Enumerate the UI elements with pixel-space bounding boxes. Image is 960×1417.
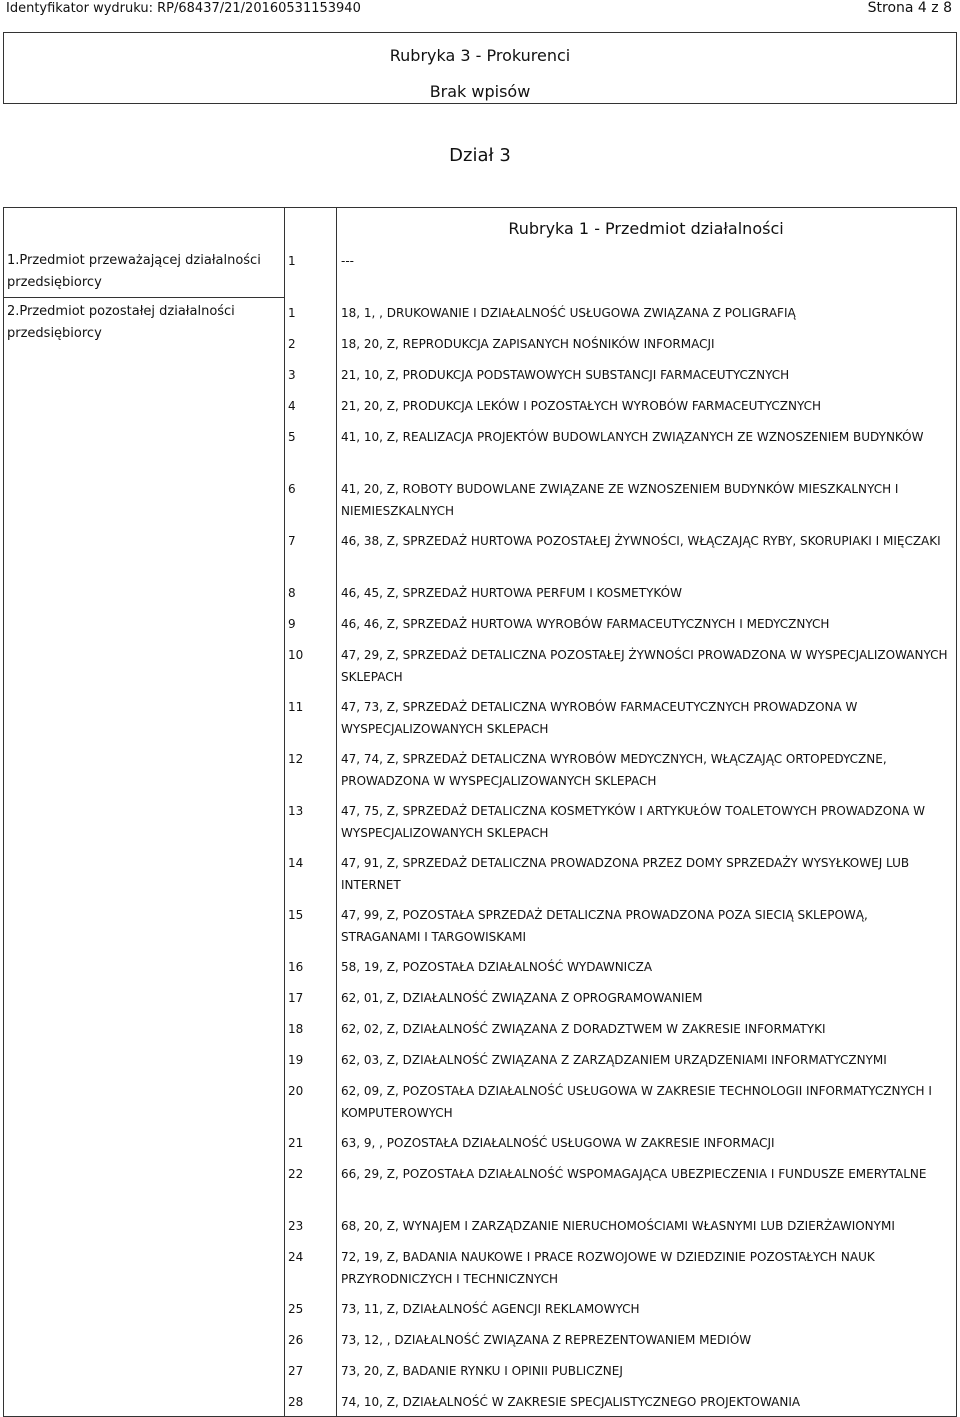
row-number: 26 (288, 1333, 304, 1347)
section-title: Dział 3 (449, 145, 511, 166)
row-text: 47, 73, Z, SPRZEDAŻ DETALICZNA WYROBÓW FARMACEUTYCZNYCH PROWADZONA W WYSPECJALIZOWANYCH SKLEPACH (341, 700, 858, 736)
row-number: 16 (288, 960, 304, 974)
row-text: 58, 19, Z, POZOSTAŁA DZIAŁALNOŚĆ WYDAWNICZA (341, 960, 653, 974)
rubryka-3-box (3, 32, 957, 104)
row-number: 24 (288, 1250, 304, 1264)
row-text: 47, 75, Z, SPRZEDAŻ DETALICZNA KOSMETYKÓW I ARTYKUŁÓW TOALETOWYCH PROWADZONA W WYSPECJALIZOWANYCH SKLEPACH (341, 804, 926, 840)
row-text: 41, 20, Z, ROBOTY BUDOWLANE ZWIĄZANE ZE WZNOSZENIEM BUDYNKÓW MIESZKALNYCH I NIEMIESZKALNYCH (341, 482, 899, 518)
row-number: 27 (288, 1364, 304, 1378)
row-number: 25 (288, 1302, 304, 1316)
row-number: 7 (288, 534, 296, 548)
row-number: 3 (288, 368, 296, 382)
row-text: 73, 12, , DZIAŁALNOŚĆ ZWIĄZANA Z REPREZENTOWANIEM MEDIÓW (341, 1333, 752, 1347)
row-text: 66, 29, Z, POZOSTAŁA DZIAŁALNOŚĆ WSPOMAGAJĄCA UBEZPIECZENIA I FUNDUSZE EMERYTALNE (341, 1167, 927, 1181)
row-text: 62, 03, Z, DZIAŁALNOŚĆ ZWIĄZANA Z ZARZĄDZANIEM URZĄDZENIAMI INFORMATYCZNYMI (341, 1053, 887, 1067)
row-number: 18 (288, 1022, 304, 1036)
row-number: 5 (288, 430, 296, 444)
row-number: 10 (288, 648, 304, 662)
print-header (0, 0, 960, 18)
row-text: 46, 45, Z, SPRZEDAŻ HURTOWA PERFUM I KOSMETYKÓW (341, 586, 682, 600)
column-divider (336, 208, 337, 1416)
row-text: 21, 20, Z, PRODUKCJA LEKÓW I POZOSTAŁYCH WYROBÓW FARMACEUTYCZNYCH (341, 399, 822, 413)
row-number: 22 (288, 1167, 304, 1181)
page-number: Strona 4 z 8 (867, 0, 952, 16)
row-text: 73, 11, Z, DZIAŁALNOŚĆ AGENCJI REKLAMOWYCH (341, 1302, 640, 1316)
column-divider (284, 208, 285, 1416)
rubryka-3-value: Brak wpisów (429, 82, 531, 101)
row-text: 68, 20, Z, WYNAJEM I ZARZĄDZANIE NIERUCHOMOŚCIAMI WŁASNYMI LUB DZIERŻAWIONYMI (341, 1219, 895, 1233)
row-number: 15 (288, 908, 304, 922)
row-divider (4, 297, 284, 298)
row-text: 74, 10, Z, DZIAŁALNOŚĆ W ZAKRESIE SPECJALISTYCZNEGO PROJEKTOWANIA (341, 1395, 801, 1409)
rubryka-1-box (3, 207, 957, 1417)
row-text: 47, 91, Z, SPRZEDAŻ DETALICZNA PROWADZONA PRZEZ DOMY SPRZEDAŻY WYSYŁKOWEJ LUB INTERNET (341, 856, 910, 892)
row-text: 72, 19, Z, BADANIA NAUKOWE I PRACE ROZWOJOWE W DZIEDZINIE POZOSTAŁYCH NAUK PRZYRODNICZYCH I TECHNICZNYCH (341, 1250, 875, 1286)
row-text: 62, 02, Z, DZIAŁALNOŚĆ ZWIĄZANA Z DORADZTWEM W ZAKRESIE INFORMATYKI (341, 1022, 826, 1036)
row-number: 20 (288, 1084, 304, 1098)
row-text: 46, 38, Z, SPRZEDAŻ HURTOWA POZOSTAŁEJ ŻYWNOŚCI, WŁĄCZAJĄC RYBY, SKORUPIAKI I MIĘCZAKI (341, 534, 941, 548)
row-text: 21, 10, Z, PRODUKCJA PODSTAWOWYCH SUBSTANCJI FARMACEUTYCZNYCH (341, 368, 790, 382)
row-number: 1 (288, 254, 296, 268)
row-number: 28 (288, 1395, 304, 1409)
row-number: 19 (288, 1053, 304, 1067)
row-number: 12 (288, 752, 304, 766)
row-text: 18, 1, , DRUKOWANIE I DZIAŁALNOŚĆ USŁUGOWA ZWIĄZANA Z POLIGRAFIĄ (341, 306, 796, 320)
row-number: 6 (288, 482, 296, 496)
row-number: 23 (288, 1219, 304, 1233)
row-number: 11 (288, 700, 304, 714)
row-number: 9 (288, 617, 296, 631)
row-text: 73, 20, Z, BADANIE RYNKU I OPINII PUBLICZNEJ (341, 1364, 623, 1378)
row-text: 46, 46, Z, SPRZEDAŻ HURTOWA WYROBÓW FARMACEUTYCZNYCH I MEDYCZNYCH (341, 617, 830, 631)
row-text: 47, 74, Z, SPRZEDAŻ DETALICZNA WYROBÓW MEDYCZNYCH, WŁĄCZAJĄC ORTOPEDYCZNE, PROWADZONA W WYSPECJALIZOWANYCH SKLEPACH (341, 752, 887, 788)
row-number: 14 (288, 856, 304, 870)
other-activity-label: 2.Przedmiot pozostałej działalności przedsiębiorcy (7, 304, 235, 341)
row-number: 17 (288, 991, 304, 1005)
row-number: 8 (288, 586, 296, 600)
row-text: 18, 20, Z, REPRODUKCJA ZAPISANYCH NOŚNIKÓW INFORMACJI (341, 337, 715, 351)
row-number: 4 (288, 399, 296, 413)
row-number: 1 (288, 306, 296, 320)
row-text: 62, 09, Z, POZOSTAŁA DZIAŁALNOŚĆ USŁUGOWA W ZAKRESIE TECHNOLOGII INFORMATYCZNYCH I KOMPUTEROWYCH (341, 1084, 932, 1120)
rubryka-1-title: Rubryka 1 - Przedmiot działalności (508, 219, 784, 238)
row-number: 21 (288, 1136, 304, 1150)
row-text: 63, 9, , POZOSTAŁA DZIAŁALNOŚĆ USŁUGOWA W ZAKRESIE INFORMACJI (341, 1136, 775, 1150)
row-text: 47, 29, Z, SPRZEDAŻ DETALICZNA POZOSTAŁEJ ŻYWNOŚCI PROWADZONA W WYSPECJALIZOWANYCH SKLEPACH (341, 648, 948, 684)
main-activity-label: 1.Przedmiot przeważającej działalności przedsiębiorcy (7, 253, 261, 290)
print-identifier: Identyfikator wydruku: RP/68437/21/20160531153940 (6, 1, 361, 16)
row-text: 41, 10, Z, REALIZACJA PROJEKTÓW BUDOWLANYCH ZWIĄZANYCH ZE WZNOSZENIEM BUDYNKÓW (341, 430, 924, 444)
row-text: 47, 99, Z, POZOSTAŁA SPRZEDAŻ DETALICZNA PROWADZONA POZA SIECIĄ SKLEPOWĄ, STRAGANAMI I TARGOWISKAMI (341, 908, 868, 944)
row-text: --- (341, 254, 354, 268)
row-number: 2 (288, 337, 296, 351)
row-text: 62, 01, Z, DZIAŁALNOŚĆ ZWIĄZANA Z OPROGRAMOWANIEM (341, 991, 703, 1005)
rubryka-3-title: Rubryka 3 - Prokurenci (389, 46, 571, 65)
row-number: 13 (288, 804, 304, 818)
